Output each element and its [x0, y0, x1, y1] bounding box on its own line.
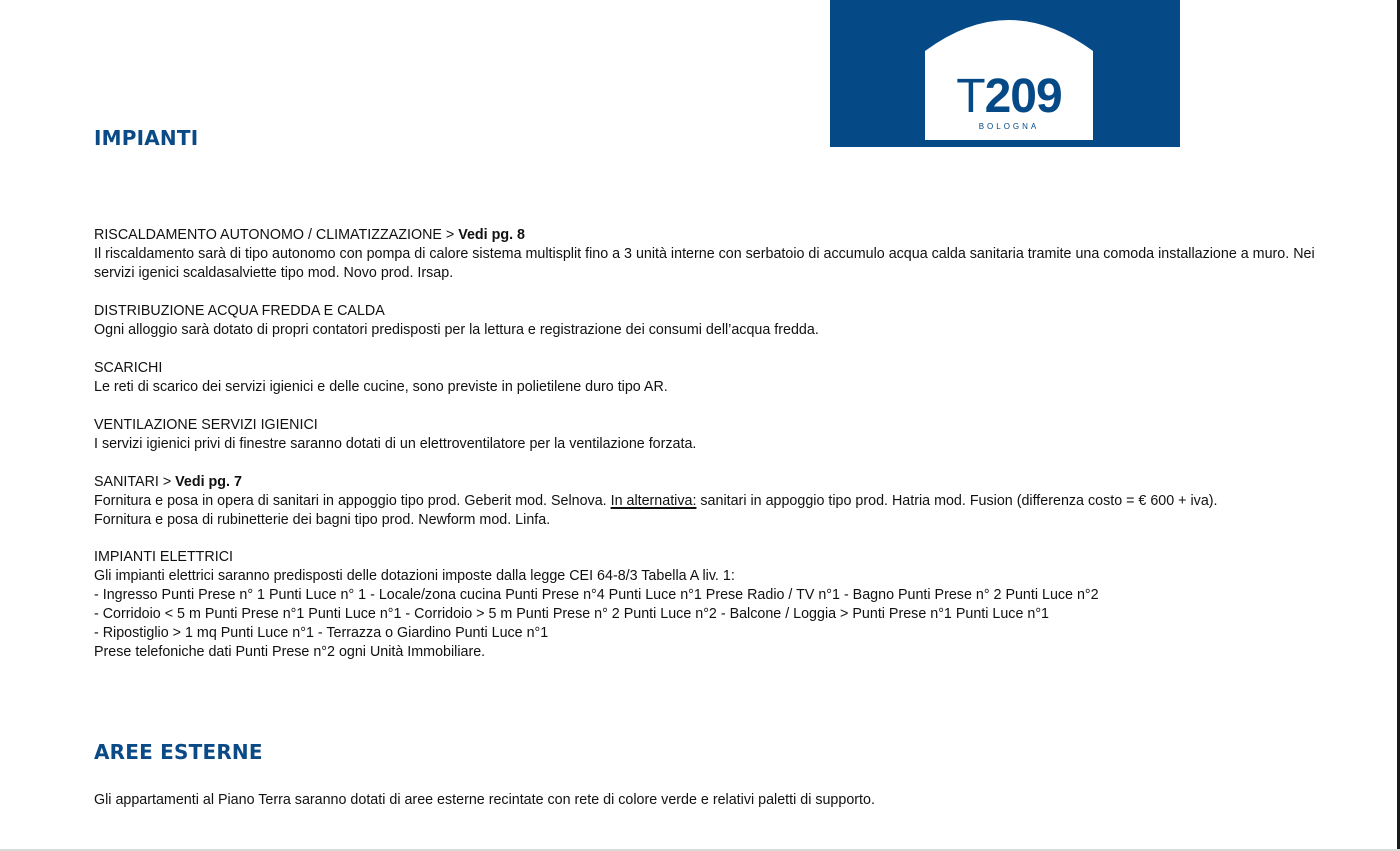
logo-number: 209: [984, 70, 1062, 123]
distribuzione-body: Ogni alloggio sarà dotato di propri contatori predisposti per la lettura e registrazione dei consumi dell’acqua fredda.: [94, 322, 819, 338]
elettrici-block: [94, 548, 1344, 662]
ventilazione-heading: VENTILAZIONE SERVIZI IGIENICI: [94, 417, 318, 433]
elettrici-intro: Gli impianti elettrici saranno predisposti delle dotazioni imposte dalla legge CEI 64-8/3 Tabella A liv. 1:: [94, 568, 735, 584]
sanitari-line-1: [94, 492, 1344, 511]
sanitari-heading-text: SANITARI >: [94, 474, 176, 490]
elettrici-line-2: - Corridoio < 5 m Punti Prese n°1 Punti Luce n°1 - Corridoio > 5 m Punti Prese n° 2 Punti Luce n°2 - Balcone / Loggia > Punti Prese n°1 Punti Luce n°1: [94, 606, 1050, 622]
sanitari-block: [94, 473, 1344, 530]
riscaldamento-heading: [94, 226, 1344, 245]
scarichi-heading: SCARICHI: [94, 360, 163, 376]
distribuzione-heading: DISTRIBUZIONE ACQUA FREDDA E CALDA: [94, 303, 385, 319]
sanitari-line-2: Fornitura e posa di rubinetterie dei bagni tipo prod. Newform mod. Linfa.: [94, 512, 551, 528]
aree-body: Gli appartamenti al Piano Terra saranno dotati di aree esterne recintate con rete di colore verde e relativi paletti di supporto.: [94, 792, 875, 808]
section-title-aree-esterne: AREE ESTERNE: [94, 740, 263, 764]
riscaldamento-block: [94, 226, 1344, 283]
distribuzione-block: [94, 302, 1344, 340]
sanitari-line-1-part-a: Fornitura e posa in opera di sanitari in appoggio tipo prod. Geberit mod. Selnova.: [94, 493, 611, 509]
logo-prefix: T: [956, 70, 985, 123]
scarichi-body: Le reti di scarico dei servizi igienici e delle cucine, sono previste in polietilene duro tipo AR.: [94, 379, 668, 395]
riscaldamento-page-ref: Vedi pg. 8: [458, 227, 525, 243]
logo-banner: [830, 0, 1180, 147]
ventilazione-block: [94, 416, 1344, 454]
elettrici-line-4: Prese telefoniche dati Punti Prese n°2 ogni Unità Immobiliare.: [94, 644, 486, 660]
sanitari-heading: [94, 473, 1344, 492]
sanitari-page-ref: Vedi pg. 7: [175, 474, 242, 490]
house-logo: [925, 9, 1093, 140]
logo-wordmark: [925, 72, 1093, 122]
scarichi-block: [94, 359, 1344, 397]
riscaldamento-heading-text: RISCALDAMENTO AUTONOMO / CLIMATIZZAZIONE >: [94, 227, 459, 243]
elettrici-heading: IMPIANTI ELETTRICI: [94, 549, 234, 565]
ventilazione-body: I servizi igienici privi di finestre saranno dotati di un elettroventilatore per la ventilazione forzata.: [94, 436, 697, 452]
elettrici-line-3: - Ripostiglio > 1 mq Punti Luce n°1 - Terrazza o Giardino Punti Luce n°1: [94, 625, 549, 641]
logo-city: BOLOGNA: [978, 122, 1040, 131]
section-title-impianti: IMPIANTI: [94, 126, 199, 150]
elettrici-line-1: - Ingresso Punti Prese n° 1 Punti Luce n° 1 - Locale/zona cucina Punti Prese n°4 Punti Luce n°1 Prese Radio / TV n°1 - Bagno Punti Prese n° 2 Punti Luce n°2: [94, 587, 1099, 603]
riscaldamento-body: Il riscaldamento sarà di tipo autonomo con pompa di calore sistema multisplit fino a 3 unità interne con serbatoio di accumulo acqua calda sanitaria tramite una comoda installazione a muro. Nei servizi igenici scaldasalviette tipo mod. Novo prod. Irsap.: [94, 246, 1315, 281]
aree-block: [94, 791, 1344, 810]
sanitari-alternative-label: In alternativa:: [610, 493, 697, 509]
sanitari-line-1-part-b: sanitari in appoggio tipo prod. Hatria mod. Fusion (differenza costo = € 600 + iva).: [696, 493, 1218, 509]
